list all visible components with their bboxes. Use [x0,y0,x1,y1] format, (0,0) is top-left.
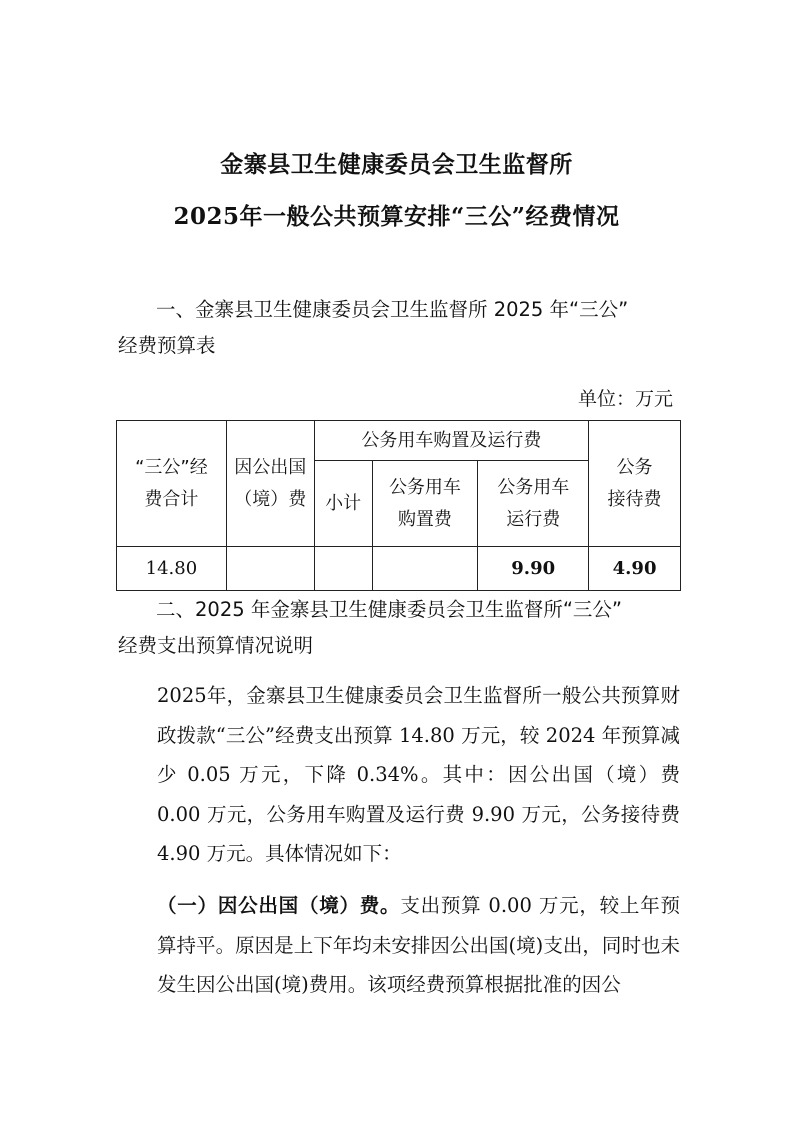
section1-heading-line2: 经费预算表 [118,334,216,357]
paragraph-abroad [118,886,680,1005]
cell-operation: 9.90 [478,547,589,591]
header-reception: 公务 接待费 [589,421,681,547]
paragraph-abroad-text: 支出预算 0.00 万元，较上年预算持平。原因是上下年均未安排因公出国(境)支出，同时也未发生因公出国(境)费用。该项经费预算根据批准的因公 [157,894,680,996]
cell-purchase [372,547,478,591]
header-subtotal: 小计 [314,461,372,547]
paragraph-summary-text: 2025年，金寨县卫生健康委员会卫生监督所一般公共预算财政拨款“三公”经费支出预算 14.80 万元，较 2024 年预算减少 0.05 万元，下降 0.34%。其中：因公出国（境）费 0.00 万元，公务用车购置及运行费 9.90 万元，公务接待费 4.90 万元。具体情况如下： [157,684,680,865]
table-header-row-1 [117,421,681,461]
cell-total: 14.80 [117,547,227,591]
paragraph-summary [118,676,680,874]
unit-label: 单位：万元 [577,388,673,410]
header-vehicle: 公务用车购置及运行费 [314,421,588,461]
header-abroad: 因公出国 （境）费 [226,421,314,547]
cell-subtotal [314,547,372,591]
section1-heading-line1: 一、金寨县卫生健康委员会卫生监督所 2025 年“三公” [156,298,629,321]
budget-table [116,420,681,591]
header-purchase: 公务用车 购置费 [372,461,478,547]
header-total: “三公”经 费合计 [117,421,227,547]
table-row [117,547,681,591]
cell-abroad [226,547,314,591]
page-title-line2: 2025年一般公共预算安排“三公”经费情况 [173,203,620,230]
page-title-line1: 金寨县卫生健康委员会卫生监督所 [220,151,573,178]
section2-heading [118,592,678,664]
section1-heading [118,292,678,364]
paragraph-abroad-heading: （一）因公出国（境）费。 [157,894,401,917]
section2-heading-line2: 经费支出预算情况说明 [118,634,314,657]
cell-reception: 4.90 [589,547,681,591]
section2-heading-line1: 二、2025 年金寨县卫生健康委员会卫生监督所“三公” [156,598,623,621]
header-operation: 公务用车 运行费 [478,461,589,547]
